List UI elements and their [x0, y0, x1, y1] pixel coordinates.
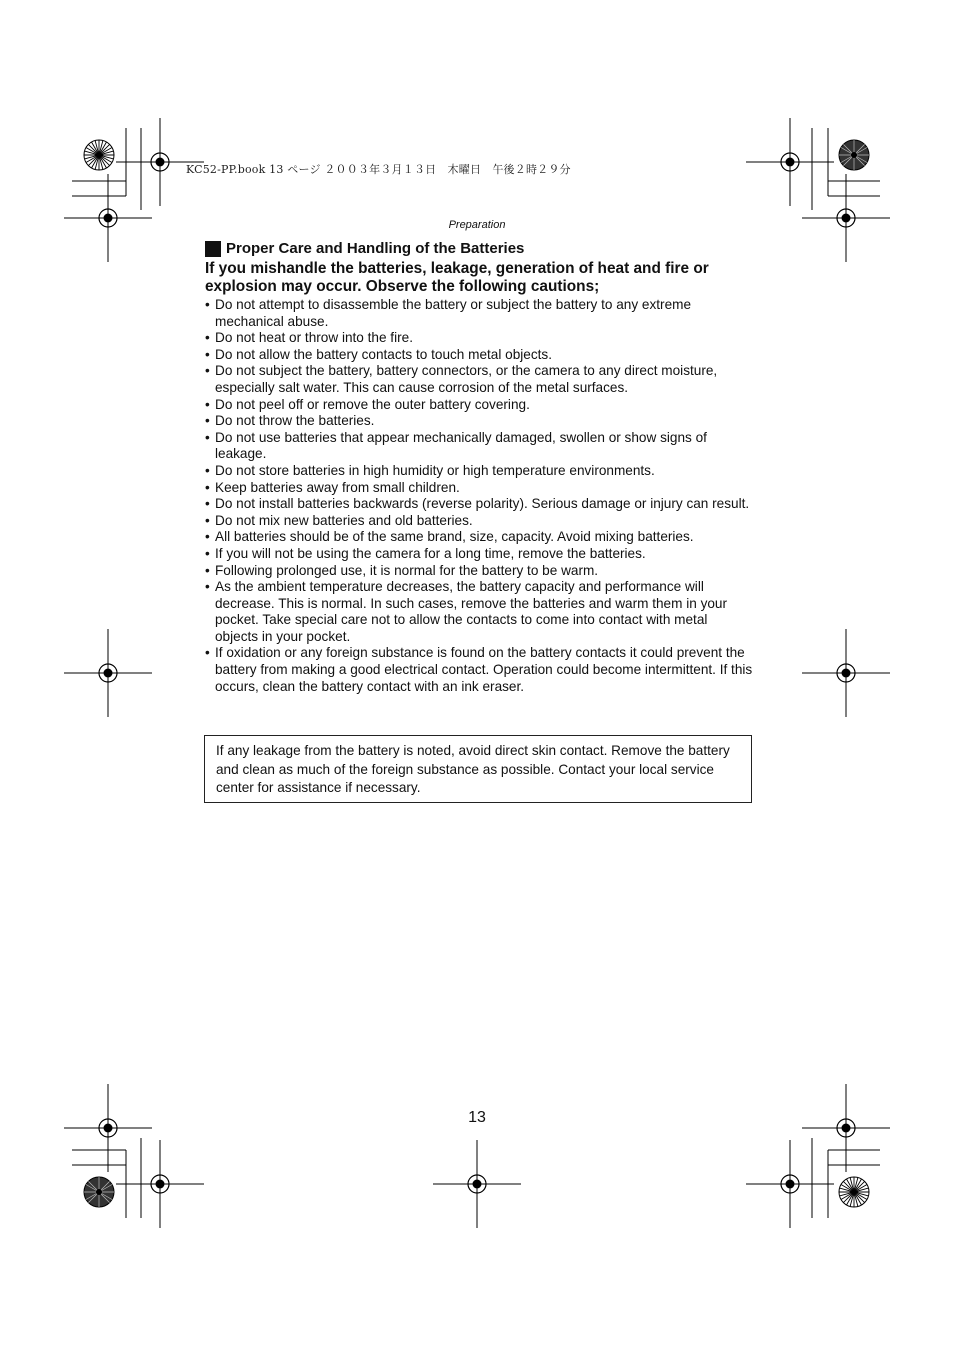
book-file-header: KC52-PP.book 13 ページ ２００３年３月１３日 木曜日 午後２時２９分 — [186, 163, 571, 176]
list-item: • Do not mix new batteries and old batteries. — [205, 513, 753, 530]
section-heading — [205, 240, 753, 258]
leakage-note-box: If any leakage from the battery is noted, avoid direct skin contact. Remove the battery and clean as much of the foreign substance as possible. Contact your local service center for assistance if necessary. — [204, 735, 752, 803]
square-bullet-icon — [205, 241, 221, 257]
list-item: • Do not allow the battery contacts to touch metal objects. — [205, 347, 753, 364]
list-item: • As the ambient temperature decreases, the battery capacity and performance will decrease. This is normal. In such cases, remove the batteries and warm them in your pocket. Take special care not to allow the contacts to come into contact with metal objects in your pocket. — [205, 579, 753, 645]
list-item: • All batteries should be of the same brand, size, capacity. Avoid mixing batteries. — [205, 529, 753, 546]
list-item: • Following prolonged use, it is normal for the battery to be warm. — [205, 563, 753, 580]
list-item: • If you will not be using the camera for a long time, remove the batteries. — [205, 546, 753, 563]
page-number: 13 — [468, 1109, 486, 1126]
section-heading-text: Proper Care and Handling of the Batteries — [226, 240, 525, 257]
list-item: • Keep batteries away from small children. — [205, 480, 753, 497]
list-item: • If oxidation or any foreign substance is found on the battery contacts it could prevent the battery from making a good electrical contact. Operation could become intermittent. If this occurs, clean the battery contact with an ink eraser. — [205, 645, 753, 695]
warning-subheading: If you mishandle the batteries, leakage, generation of heat and fire or explosion may occur. Observe the following cautions; — [205, 260, 709, 295]
section-label: Preparation — [448, 219, 506, 231]
list-item: • Do not install batteries backwards (reverse polarity). Serious damage or injury can result. — [205, 496, 753, 513]
list-item: • Do not throw the batteries. — [205, 413, 753, 430]
list-item: • Do not attempt to disassemble the battery or subject the battery to any extreme mechanical abuse. — [205, 297, 753, 330]
list-item: • Do not use batteries that appear mechanically damaged, swollen or show signs of leakage. — [205, 430, 753, 463]
list-item: • Do not peel off or remove the outer battery covering. — [205, 397, 753, 414]
list-item: • Do not store batteries in high humidity or high temperature environments. — [205, 463, 753, 480]
list-item: • Do not subject the battery, battery connectors, or the camera to any direct moisture, especially salt water. This can cause corrosion of the metal surfaces. — [205, 363, 753, 396]
cautions-list — [205, 297, 753, 695]
main-content — [205, 240, 753, 695]
list-item: • Do not heat or throw into the fire. — [205, 330, 753, 347]
